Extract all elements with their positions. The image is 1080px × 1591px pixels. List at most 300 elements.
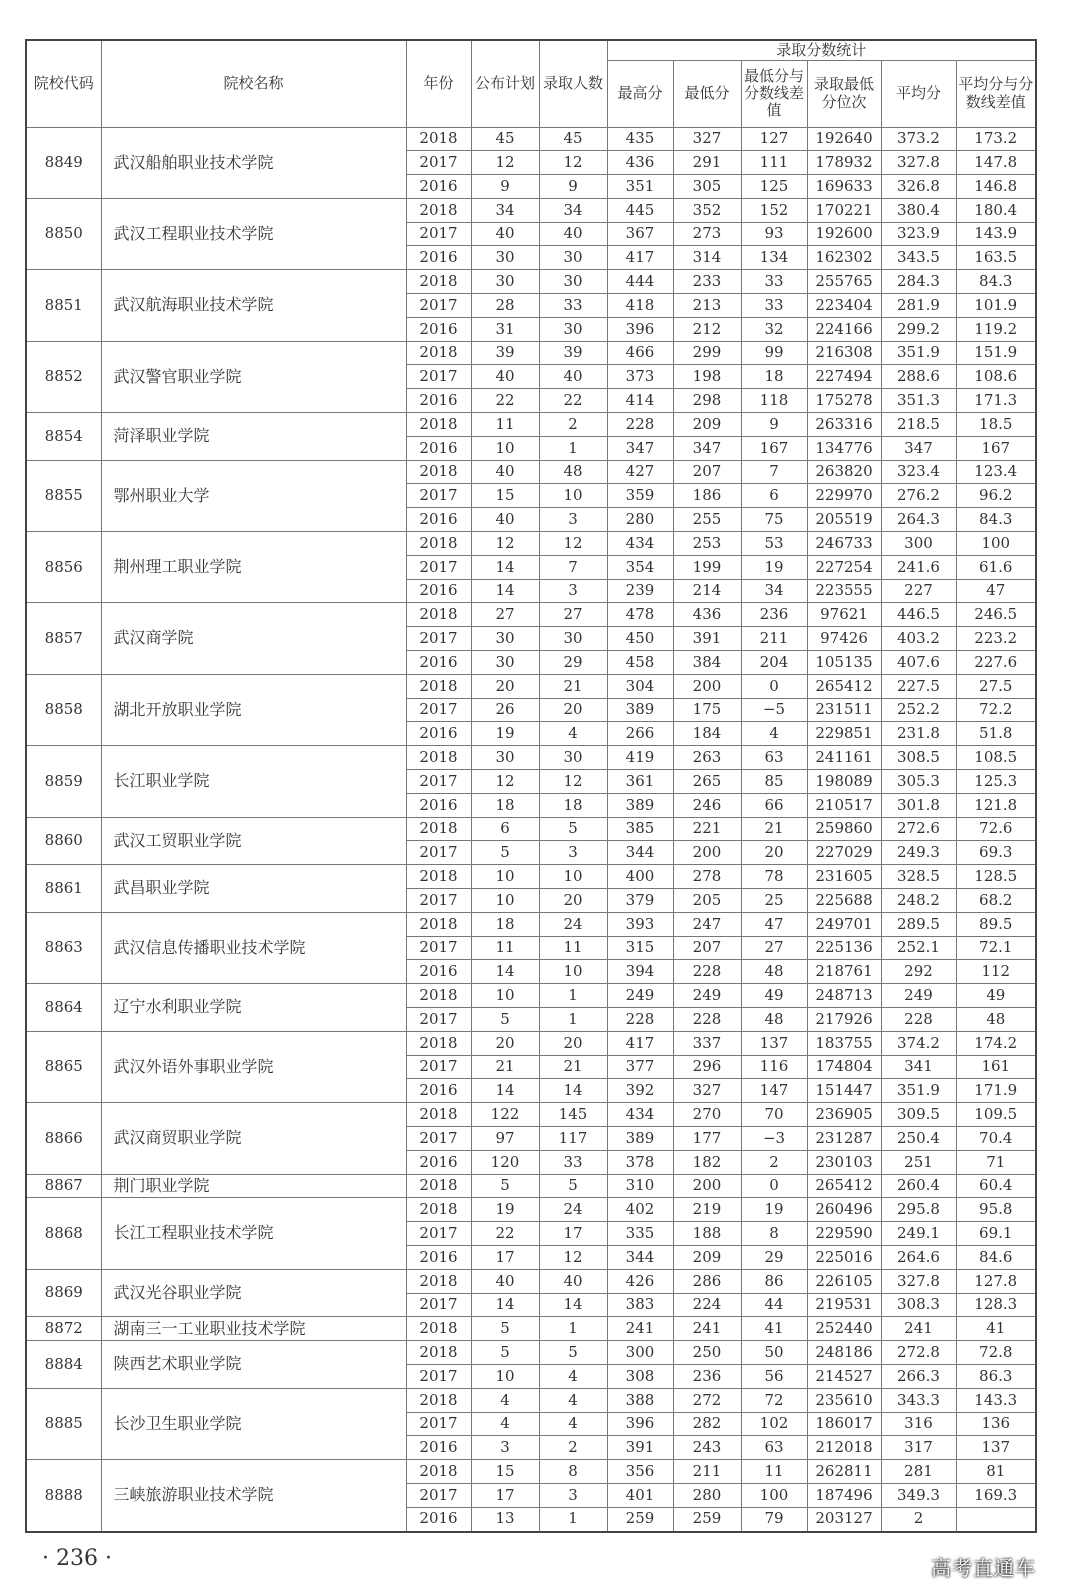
min-score-cell: 250 (673, 1341, 741, 1365)
avg-diff-cell: 61.6 (956, 555, 1036, 579)
min-diff-cell: 53 (741, 532, 807, 556)
min-diff-cell: 102 (741, 1412, 807, 1436)
min-rank-cell: 246733 (807, 532, 881, 556)
max-score-cell: 417 (607, 1031, 673, 1055)
avg-score-cell: 227.5 (881, 674, 956, 698)
school-name: 鄂州职业大学 (101, 460, 406, 531)
min-rank-cell: 226105 (807, 1269, 881, 1293)
min-score-cell: 282 (673, 1412, 741, 1436)
avg-diff-cell: 246.5 (956, 603, 1036, 627)
min-diff-cell: 116 (741, 1055, 807, 1079)
min-diff-cell: 2 (741, 1150, 807, 1174)
avg-score-cell: 403.2 (881, 627, 956, 651)
school-code: 8866 (26, 1103, 101, 1174)
table-body (26, 127, 1036, 1532)
school-name: 武汉工贸职业学院 (101, 817, 406, 865)
header-max: 最高分 (607, 60, 673, 127)
plan-cell: 14 (471, 555, 539, 579)
year-cell: 2018 (406, 532, 471, 556)
avg-diff-cell: 70.4 (956, 1126, 1036, 1150)
min-score-cell: 327 (673, 127, 741, 151)
avg-score-cell: 266.3 (881, 1364, 956, 1388)
avg-diff-cell: 128.5 (956, 865, 1036, 889)
year-cell: 2016 (406, 722, 471, 746)
school-code: 8864 (26, 984, 101, 1032)
plan-cell: 27 (471, 603, 539, 627)
avg-diff-cell: 128.3 (956, 1293, 1036, 1317)
min-diff-cell: 50 (741, 1341, 807, 1365)
avg-score-cell: 301.8 (881, 793, 956, 817)
min-rank-cell: 223555 (807, 579, 881, 603)
min-diff-cell: 211 (741, 627, 807, 651)
avg-diff-cell: 127.8 (956, 1269, 1036, 1293)
avg-score-cell: 272.6 (881, 817, 956, 841)
min-score-cell: 249 (673, 984, 741, 1008)
max-score-cell: 419 (607, 746, 673, 770)
avg-diff-cell: 60.4 (956, 1174, 1036, 1198)
table-row (26, 1174, 1036, 1198)
min-score-cell: 337 (673, 1031, 741, 1055)
min-rank-cell: 265412 (807, 1174, 881, 1198)
year-cell: 2018 (406, 674, 471, 698)
avg-score-cell: 284.3 (881, 270, 956, 294)
admitted-cell: 21 (539, 1055, 607, 1079)
max-score-cell: 444 (607, 270, 673, 294)
avg-score-cell: 249 (881, 984, 956, 1008)
max-score-cell: 466 (607, 341, 673, 365)
max-score-cell: 427 (607, 460, 673, 484)
admitted-cell: 30 (539, 270, 607, 294)
plan-cell: 10 (471, 889, 539, 913)
avg-diff-cell (956, 1507, 1036, 1531)
max-score-cell: 378 (607, 1150, 673, 1174)
min-score-cell: 200 (673, 1174, 741, 1198)
avg-score-cell: 309.5 (881, 1103, 956, 1127)
admitted-cell: 4 (539, 1412, 607, 1436)
min-score-cell: 211 (673, 1460, 741, 1484)
admitted-cell: 12 (539, 151, 607, 175)
school-name: 长江工程职业技术学院 (101, 1198, 406, 1269)
year-cell: 2017 (406, 1293, 471, 1317)
school-name: 陕西艺术职业学院 (101, 1341, 406, 1389)
year-cell: 2017 (406, 1483, 471, 1507)
avg-diff-cell: 161 (956, 1055, 1036, 1079)
year-cell: 2017 (406, 770, 471, 794)
header-min-rank: 录取最低分位次 (807, 60, 881, 127)
min-rank-cell: 175278 (807, 389, 881, 413)
header-min-diff: 最低分与分数线差值 (741, 60, 807, 127)
school-name: 武汉工程职业技术学院 (101, 198, 406, 269)
admitted-cell: 24 (539, 912, 607, 936)
avg-diff-cell: 171.9 (956, 1079, 1036, 1103)
admitted-cell: 10 (539, 865, 607, 889)
min-score-cell: 298 (673, 389, 741, 413)
watermark: 高考直通车 (931, 1556, 1036, 1580)
admitted-cell: 48 (539, 460, 607, 484)
min-score-cell: 228 (673, 960, 741, 984)
school-name: 湖南三一工业职业技术学院 (101, 1317, 406, 1341)
avg-diff-cell: 48 (956, 1007, 1036, 1031)
admitted-cell: 40 (539, 1269, 607, 1293)
year-cell: 2018 (406, 603, 471, 627)
avg-diff-cell: 163.5 (956, 246, 1036, 270)
plan-cell: 120 (471, 1150, 539, 1174)
min-score-cell: 259 (673, 1507, 741, 1531)
avg-diff-cell: 27.5 (956, 674, 1036, 698)
min-score-cell: 352 (673, 198, 741, 222)
plan-cell: 31 (471, 317, 539, 341)
avg-diff-cell: 71 (956, 1150, 1036, 1174)
avg-diff-cell: 51.8 (956, 722, 1036, 746)
avg-score-cell: 251 (881, 1150, 956, 1174)
admitted-cell: 30 (539, 746, 607, 770)
max-score-cell: 373 (607, 365, 673, 389)
admitted-cell: 117 (539, 1126, 607, 1150)
plan-cell: 19 (471, 722, 539, 746)
min-diff-cell: 118 (741, 389, 807, 413)
year-cell: 2017 (406, 222, 471, 246)
max-score-cell: 344 (607, 841, 673, 865)
plan-cell: 12 (471, 532, 539, 556)
min-rank-cell: 248186 (807, 1341, 881, 1365)
min-rank-cell: 265412 (807, 674, 881, 698)
admitted-cell: 2 (539, 1436, 607, 1460)
school-code: 8885 (26, 1388, 101, 1459)
year-cell: 2017 (406, 555, 471, 579)
min-score-cell: 207 (673, 460, 741, 484)
avg-diff-cell: 121.8 (956, 793, 1036, 817)
min-rank-cell: 262811 (807, 1460, 881, 1484)
min-score-cell: 286 (673, 1269, 741, 1293)
year-cell: 2018 (406, 270, 471, 294)
school-name: 湖北开放职业学院 (101, 674, 406, 745)
school-code: 8888 (26, 1460, 101, 1532)
admitted-cell: 1 (539, 1507, 607, 1531)
max-score-cell: 391 (607, 1436, 673, 1460)
plan-cell: 5 (471, 1174, 539, 1198)
plan-cell: 12 (471, 151, 539, 175)
min-diff-cell: 33 (741, 294, 807, 318)
admitted-cell: 24 (539, 1198, 607, 1222)
min-score-cell: 241 (673, 1317, 741, 1341)
min-diff-cell: 34 (741, 579, 807, 603)
avg-score-cell: 248.2 (881, 889, 956, 913)
header-name: 院校名称 (101, 40, 406, 127)
year-cell: 2018 (406, 746, 471, 770)
avg-score-cell: 323.4 (881, 460, 956, 484)
min-rank-cell: 214527 (807, 1364, 881, 1388)
school-name: 武汉警官职业学院 (101, 341, 406, 412)
max-score-cell: 414 (607, 389, 673, 413)
min-score-cell: 186 (673, 484, 741, 508)
table-row (26, 460, 1036, 484)
avg-score-cell: 341 (881, 1055, 956, 1079)
plan-cell: 45 (471, 127, 539, 151)
page-number: · 236 · (42, 1546, 112, 1571)
year-cell: 2018 (406, 912, 471, 936)
school-name: 武汉船舶职业技术学院 (101, 127, 406, 198)
min-rank-cell: 174804 (807, 1055, 881, 1079)
min-rank-cell: 236905 (807, 1103, 881, 1127)
plan-cell: 18 (471, 793, 539, 817)
header-avg-diff: 平均分与分数线差值 (956, 60, 1036, 127)
avg-diff-cell: 151.9 (956, 341, 1036, 365)
admitted-cell: 2 (539, 413, 607, 437)
min-rank-cell: 219531 (807, 1293, 881, 1317)
admitted-cell: 40 (539, 222, 607, 246)
admitted-cell: 4 (539, 722, 607, 746)
year-cell: 2016 (406, 317, 471, 341)
avg-score-cell: 295.8 (881, 1198, 956, 1222)
school-name: 武汉信息传播职业技术学院 (101, 912, 406, 983)
admitted-cell: 11 (539, 936, 607, 960)
year-cell: 2018 (406, 1460, 471, 1484)
avg-diff-cell: 96.2 (956, 484, 1036, 508)
avg-score-cell: 250.4 (881, 1126, 956, 1150)
min-rank-cell: 263316 (807, 413, 881, 437)
min-diff-cell: 99 (741, 341, 807, 365)
table-row (26, 674, 1036, 698)
min-score-cell: 224 (673, 1293, 741, 1317)
avg-score-cell: 299.2 (881, 317, 956, 341)
min-rank-cell: 151447 (807, 1079, 881, 1103)
min-diff-cell: 27 (741, 936, 807, 960)
year-cell: 2018 (406, 1388, 471, 1412)
year-cell: 2018 (406, 817, 471, 841)
max-score-cell: 435 (607, 127, 673, 151)
admitted-cell: 3 (539, 508, 607, 532)
avg-diff-cell: 69.3 (956, 841, 1036, 865)
avg-diff-cell: 81 (956, 1460, 1036, 1484)
year-cell: 2016 (406, 436, 471, 460)
avg-diff-cell: 223.2 (956, 627, 1036, 651)
avg-diff-cell: 169.3 (956, 1483, 1036, 1507)
min-score-cell: 270 (673, 1103, 741, 1127)
school-name: 武昌职业学院 (101, 865, 406, 913)
min-diff-cell: 8 (741, 1222, 807, 1246)
avg-diff-cell: 227.6 (956, 651, 1036, 675)
school-code: 8869 (26, 1269, 101, 1317)
plan-cell: 21 (471, 1055, 539, 1079)
avg-diff-cell: 18.5 (956, 413, 1036, 437)
plan-cell: 10 (471, 984, 539, 1008)
min-score-cell: 253 (673, 532, 741, 556)
max-score-cell: 426 (607, 1269, 673, 1293)
avg-score-cell: 351.3 (881, 389, 956, 413)
max-score-cell: 394 (607, 960, 673, 984)
plan-cell: 30 (471, 270, 539, 294)
avg-score-cell: 343.3 (881, 1388, 956, 1412)
min-diff-cell: 19 (741, 555, 807, 579)
admitted-cell: 40 (539, 365, 607, 389)
year-cell: 2018 (406, 460, 471, 484)
avg-score-cell: 347 (881, 436, 956, 460)
min-diff-cell: 63 (741, 1436, 807, 1460)
max-score-cell: 354 (607, 555, 673, 579)
min-score-cell: 209 (673, 413, 741, 437)
min-rank-cell: 192600 (807, 222, 881, 246)
year-cell: 2017 (406, 1364, 471, 1388)
min-diff-cell: 56 (741, 1364, 807, 1388)
plan-cell: 40 (471, 460, 539, 484)
avg-diff-cell: 95.8 (956, 1198, 1036, 1222)
min-score-cell: 327 (673, 1079, 741, 1103)
table-row (26, 127, 1036, 151)
avg-score-cell: 351.9 (881, 341, 956, 365)
table-row (26, 1198, 1036, 1222)
school-name: 菏泽职业学院 (101, 413, 406, 461)
min-score-cell: 255 (673, 508, 741, 532)
avg-diff-cell: 100 (956, 532, 1036, 556)
avg-diff-cell: 49 (956, 984, 1036, 1008)
max-score-cell: 259 (607, 1507, 673, 1531)
avg-score-cell: 288.6 (881, 365, 956, 389)
plan-cell: 10 (471, 1364, 539, 1388)
admitted-cell: 9 (539, 175, 607, 199)
year-cell: 2018 (406, 1031, 471, 1055)
max-score-cell: 458 (607, 651, 673, 675)
min-rank-cell: 229590 (807, 1222, 881, 1246)
header-year: 年份 (406, 40, 471, 127)
plan-cell: 12 (471, 770, 539, 794)
max-score-cell: 436 (607, 151, 673, 175)
plan-cell: 40 (471, 508, 539, 532)
avg-score-cell: 241.6 (881, 555, 956, 579)
min-rank-cell: 248713 (807, 984, 881, 1008)
min-score-cell: 247 (673, 912, 741, 936)
min-diff-cell: 0 (741, 1174, 807, 1198)
year-cell: 2018 (406, 984, 471, 1008)
max-score-cell: 434 (607, 532, 673, 556)
min-diff-cell: 63 (741, 746, 807, 770)
min-rank-cell: 212018 (807, 1436, 881, 1460)
year-cell: 2017 (406, 365, 471, 389)
admitted-cell: 4 (539, 1388, 607, 1412)
avg-diff-cell: 41 (956, 1317, 1036, 1341)
admitted-cell: 34 (539, 198, 607, 222)
min-diff-cell: 85 (741, 770, 807, 794)
plan-cell: 40 (471, 1269, 539, 1293)
min-score-cell: 263 (673, 746, 741, 770)
max-score-cell: 418 (607, 294, 673, 318)
min-diff-cell: 79 (741, 1507, 807, 1531)
avg-score-cell: 218.5 (881, 413, 956, 437)
max-score-cell: 434 (607, 1103, 673, 1127)
admitted-cell: 7 (539, 555, 607, 579)
plan-cell: 40 (471, 222, 539, 246)
plan-cell: 4 (471, 1388, 539, 1412)
avg-diff-cell: 72.6 (956, 817, 1036, 841)
min-diff-cell: 41 (741, 1317, 807, 1341)
max-score-cell: 315 (607, 936, 673, 960)
max-score-cell: 239 (607, 579, 673, 603)
avg-diff-cell: 84.3 (956, 270, 1036, 294)
year-cell: 2016 (406, 579, 471, 603)
school-code: 8857 (26, 603, 101, 674)
year-cell: 2018 (406, 198, 471, 222)
school-code: 8863 (26, 912, 101, 983)
avg-score-cell: 349.3 (881, 1483, 956, 1507)
avg-score-cell: 252.2 (881, 698, 956, 722)
year-cell: 2016 (406, 651, 471, 675)
avg-score-cell: 231.8 (881, 722, 956, 746)
year-cell: 2016 (406, 1245, 471, 1269)
min-diff-cell: 18 (741, 365, 807, 389)
avg-diff-cell: 108.6 (956, 365, 1036, 389)
year-cell: 2016 (406, 1079, 471, 1103)
avg-diff-cell: 143.3 (956, 1388, 1036, 1412)
school-code: 8860 (26, 817, 101, 865)
table-row (26, 1388, 1036, 1412)
avg-diff-cell: 89.5 (956, 912, 1036, 936)
admitted-cell: 5 (539, 817, 607, 841)
avg-diff-cell: 72.2 (956, 698, 1036, 722)
min-rank-cell: 162302 (807, 246, 881, 270)
max-score-cell: 389 (607, 793, 673, 817)
table-row (26, 1460, 1036, 1484)
min-rank-cell: 134776 (807, 436, 881, 460)
avg-score-cell: 227 (881, 579, 956, 603)
table-row (26, 746, 1036, 770)
min-diff-cell: 93 (741, 222, 807, 246)
min-score-cell: 272 (673, 1388, 741, 1412)
min-score-cell: 209 (673, 1245, 741, 1269)
min-rank-cell: 259860 (807, 817, 881, 841)
admitted-cell: 30 (539, 246, 607, 270)
school-code: 8858 (26, 674, 101, 745)
min-score-cell: 207 (673, 936, 741, 960)
header-score-group: 录取分数统计 (607, 40, 1036, 60)
avg-score-cell: 316 (881, 1412, 956, 1436)
min-score-cell: 200 (673, 674, 741, 698)
avg-diff-cell: 68.2 (956, 889, 1036, 913)
min-diff-cell: 137 (741, 1031, 807, 1055)
min-diff-cell: 4 (741, 722, 807, 746)
year-cell: 2018 (406, 1317, 471, 1341)
avg-score-cell: 373.2 (881, 127, 956, 151)
min-diff-cell: 48 (741, 1007, 807, 1031)
min-diff-cell: 48 (741, 960, 807, 984)
avg-score-cell: 328.5 (881, 865, 956, 889)
min-diff-cell: −3 (741, 1126, 807, 1150)
max-score-cell: 367 (607, 222, 673, 246)
admitted-cell: 8 (539, 1460, 607, 1484)
avg-score-cell: 249.1 (881, 1222, 956, 1246)
plan-cell: 15 (471, 1460, 539, 1484)
avg-score-cell: 228 (881, 1007, 956, 1031)
avg-diff-cell: 72.1 (956, 936, 1036, 960)
table-row (26, 1317, 1036, 1341)
avg-score-cell: 264.6 (881, 1245, 956, 1269)
year-cell: 2018 (406, 127, 471, 151)
min-diff-cell: 204 (741, 651, 807, 675)
min-diff-cell: 29 (741, 1245, 807, 1269)
min-diff-cell: 125 (741, 175, 807, 199)
min-score-cell: 296 (673, 1055, 741, 1079)
avg-score-cell: 272.8 (881, 1341, 956, 1365)
max-score-cell: 445 (607, 198, 673, 222)
max-score-cell: 401 (607, 1483, 673, 1507)
admitted-cell: 10 (539, 484, 607, 508)
min-score-cell: 278 (673, 865, 741, 889)
avg-score-cell: 326.8 (881, 175, 956, 199)
min-score-cell: 347 (673, 436, 741, 460)
table-row (26, 413, 1036, 437)
year-cell: 2018 (406, 1103, 471, 1127)
min-rank-cell: 229970 (807, 484, 881, 508)
min-diff-cell: 70 (741, 1103, 807, 1127)
max-score-cell: 335 (607, 1222, 673, 1246)
